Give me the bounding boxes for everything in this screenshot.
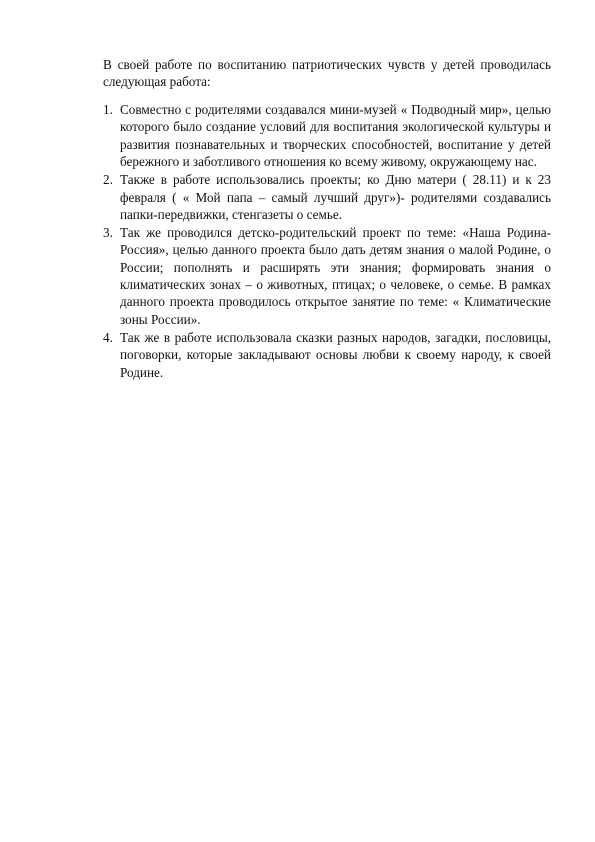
list-item-text: Совместно с родителями создавался мини-музей « Подводный мир», целью которого было создание условий для воспитания экологической культуры и развития познавательных и творческих способностей, воспитание у детей бережного и заботливого отношения ко всему живому, окружающему нас. bbox=[120, 102, 551, 170]
list-item bbox=[103, 224, 551, 328]
list-item-text: Также в работе использовались проекты; ко Дню матери ( 28.11) и к 23 февраля ( « Мой папа – самый лучший друг»)- родителями создавались папки-передвижки, стенгазеты о семье. bbox=[120, 172, 551, 222]
list-item bbox=[103, 329, 551, 381]
list-item-number: 1. bbox=[103, 102, 113, 117]
list-item bbox=[103, 171, 551, 223]
list-item-text: Так же проводился детско-родительский проект по теме: «Наша Родина-Россия», целью данного проекта было дать детям знания о малой Родине, о России; пополнять и расширять эти знания; формировать знания о климатических зонах – о животных, птицах; о человеке, о семье. В рамках данного проекта проводилось открытое занятие по теме: « Климатические зоны России». bbox=[120, 224, 551, 327]
list-item-text: Так же в работе использовала сказки разных народов, загадки, пословицы, поговорки, которые закладывают основы любви к своему народу, к своей Родине. bbox=[120, 329, 551, 380]
list-item bbox=[103, 101, 551, 171]
list-item-number: 2. bbox=[103, 172, 113, 188]
intro-paragraph: В своей работе по воспитанию патриотических чувств у детей проводилась следующая работа: bbox=[103, 57, 551, 90]
activities-list bbox=[103, 101, 551, 382]
list-item-number: 4. bbox=[103, 329, 113, 345]
list-item-number: 3. bbox=[103, 224, 113, 240]
